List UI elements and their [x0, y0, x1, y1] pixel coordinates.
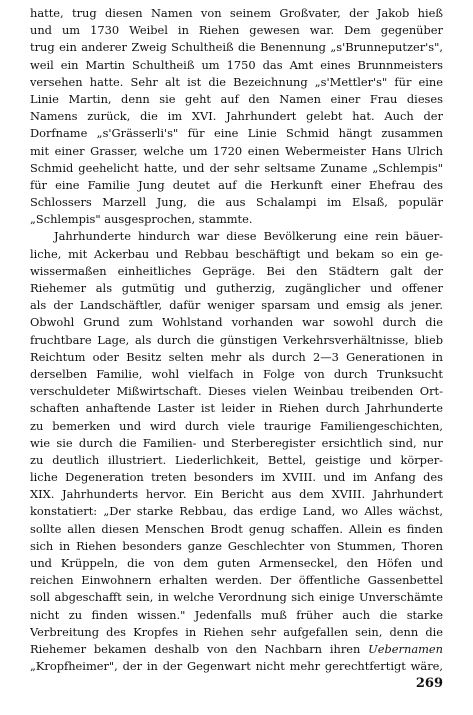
- text-line: Jahrhunderte hindurch war diese Bevölkerung eine rein bäuer-: [54, 229, 443, 244]
- text-line: „Schlempis" ausgesprochen, stammte.: [30, 212, 253, 227]
- text-line: Riehemer bekamen deshalb von den Nachbarn ihren Uebernamen: [30, 641, 443, 656]
- text-line: Verbreitung des Kropfes in Riehen sehr aufgefallen sein, denn die: [30, 624, 443, 639]
- text-line: und um 1730 Weibel in Riehen gewesen war. Dem gegenüber: [30, 23, 443, 38]
- text-line: sich in Riehen besonders ganze Geschlechter von Stummen, Thoren: [30, 538, 443, 553]
- text-line: weil ein Martin Schultheiß um 1750 das Amt eines Brunnmeisters: [30, 57, 443, 72]
- text-line: schaften anhaftende Laster ist leider in Riehen durch Jahrhunderte: [30, 401, 443, 416]
- page-number: 269: [415, 676, 443, 691]
- text-line: Dorfname „s'Grässerli's" für eine Linie Schmid hängt zusammen: [30, 126, 443, 141]
- text-line: und Krüppeln, die von dem guten Armenseckel, den Höfen und: [30, 556, 443, 570]
- text-line: XIX. Jahrhunderts hervor. Ein Bericht aus dem XVIII. Jahrhundert: [30, 487, 443, 502]
- text-line: zu bemerken und wird durch viele traurige Familiengeschichten,: [30, 418, 443, 433]
- text-line: nicht zu finden wissen." Jedenfalls muß früher auch die starke: [30, 607, 443, 622]
- text-line: wie sie durch die Familien- und Sterberegister ersichtlich sind, nur: [30, 435, 443, 450]
- text-line: soll abgeschafft sein, in welche Verordnung sich einige Unverschämte: [30, 590, 443, 605]
- text-line: liche, mit Ackerbau und Rebbau beschäftigt und bekam so ein ge-: [30, 246, 443, 261]
- text-line: sollte allen diesen Menschen Brodt genug schaffen. Allein es finden: [30, 521, 443, 536]
- text-line: Namens zurück, die im XVI. Jahrhundert gelebt hat. Auch der: [30, 109, 443, 124]
- text-line: Linie Martin, denn sie geht auf den Namen einer Frau dieses: [30, 91, 443, 106]
- text-line: Schmid geehelicht hatte, und der sehr seltsame Zuname „Schlempis": [30, 160, 443, 175]
- body-text: [30, 5, 443, 675]
- text-line: versehen hatte. Sehr alt ist die Bezeichnung „s'Mettler's" für eine: [30, 74, 443, 89]
- text-line: Obwohl Grund zum Wohlstand vorhanden war sowohl durch die: [30, 315, 443, 330]
- text-line: für eine Familie Jung deutet auf die Herkunft einer Ehefrau des: [30, 177, 443, 192]
- text-line: liche Degeneration treten besonders im XVIII. und im Anfang des: [30, 470, 443, 485]
- text-line: Riehemer als gutmütig und gutherzig, zugänglicher und offener: [30, 281, 443, 295]
- text-line: konstatiert: „Der starke Rebbau, das erdige Land, wo Alles wächst,: [30, 504, 443, 519]
- text-line: fruchtbare Lage, als durch die günstigen Verkehrsverhältnisse, blieb: [30, 332, 443, 347]
- text-line: hatte, trug diesen Namen von seinem Großvater, der Jakob hieß: [30, 6, 443, 20]
- text-line: trug ein anderer Zweig Schultheiß die Benennung „s'Brunneputzer's",: [30, 40, 443, 55]
- text-line: Schlossers Marzell Jung, die aus Schalampi im Elsaß, populär: [30, 195, 443, 210]
- text-line: „Kropfheimer", der in der Gegenwart nicht mehr gerechtfertigt wäre,: [30, 659, 443, 674]
- text-line: mit einer Grasser, welche um 1720 einen Webermeister Hans Ulrich: [30, 143, 443, 158]
- text-line: zu deutlich illustriert. Liederlichkeit, Bettel, geistige und körper-: [30, 452, 443, 467]
- text-line: derselben Familie, wohl vielfach in Folge von durch Trunksucht: [30, 366, 443, 381]
- text-line: reichen Einwohnern erhalten werden. Der öffentliche Gassenbettel: [30, 573, 443, 588]
- text-line: verschuldeter Mißwirtschaft. Dieses vielen Weinbau treibenden Ort-: [30, 384, 443, 399]
- text-line: als der Landschäftler, dafür weniger sparsam und emsig als jener.: [30, 298, 443, 313]
- text-line: wissermaßen einheitliches Gepräge. Bei den Städtern galt der: [30, 263, 443, 278]
- text-line: Reichtum oder Besitz selten mehr als durch 2—3 Generationen in: [30, 349, 443, 364]
